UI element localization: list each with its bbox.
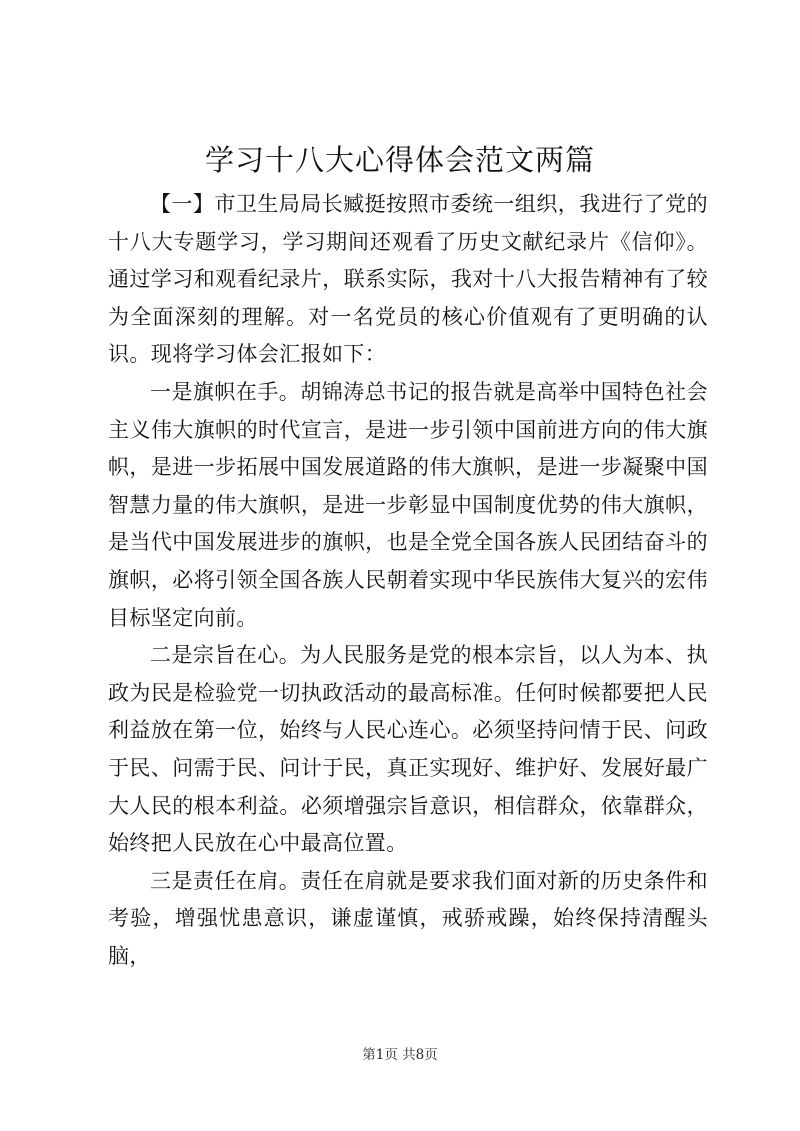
paragraph-purpose: 二是宗旨在心。为人民服务是党的根本宗旨，以人为本、执政为民是检验党一切执政活动的最高标准。任何时候都要把人民利益放在第一位，始终与人民心连心。必须坚持问情于民、问政于民、问需于民、问计于民，真正实现好、维护好、发展好最广大人民的根本利益。必须增强宗旨意识，相信群众，依靠群众，始终把人民放在心中最高位置。 <box>108 643 708 856</box>
paragraph-intro: 【一】市卫生局局长臧挺按照市委统一组织，我进行了党的十八大专题学习，学习期间还观看了历史文献纪录片《信仰》。通过学习和观看纪录片，联系实际，我对十八大报告精神有了较为全面深刻的理解。对一名党员的核心价值观有了更明确的认识。现将学习体会汇报如下： <box>108 192 708 367</box>
page-footer: 第1页 共8页 <box>362 1047 438 1063</box>
document-title: 学习十八大心得体会范文两篇 <box>204 143 595 177</box>
paragraph-banner: 一是旗帜在手。胡锦涛总书记的报告就是高举中国特色社会主义伟大旗帜的时代宣言，是进一步引领中国前进方向的伟大旗帜，是进一步拓展中国发展道路的伟大旗帜，是进一步凝聚中国智慧力量的伟大旗帜，是进一步彰显中国制度优势的伟大旗帜，是当代中国发展进步的旗帜，也是全党全国各族人民团结奋斗的旗帜，必将引领全国各族人民朝着实现中华民族伟大复兴的宏伟目标坚定向前。 <box>108 379 708 630</box>
paragraph-responsibility: 三是责任在肩。责任在肩就是要求我们面对新的历史条件和考验，增强忧患意识，谦虚谨慎，戒骄戒躁，始终保持清醒头脑， <box>108 868 708 968</box>
document-body <box>108 186 708 975</box>
